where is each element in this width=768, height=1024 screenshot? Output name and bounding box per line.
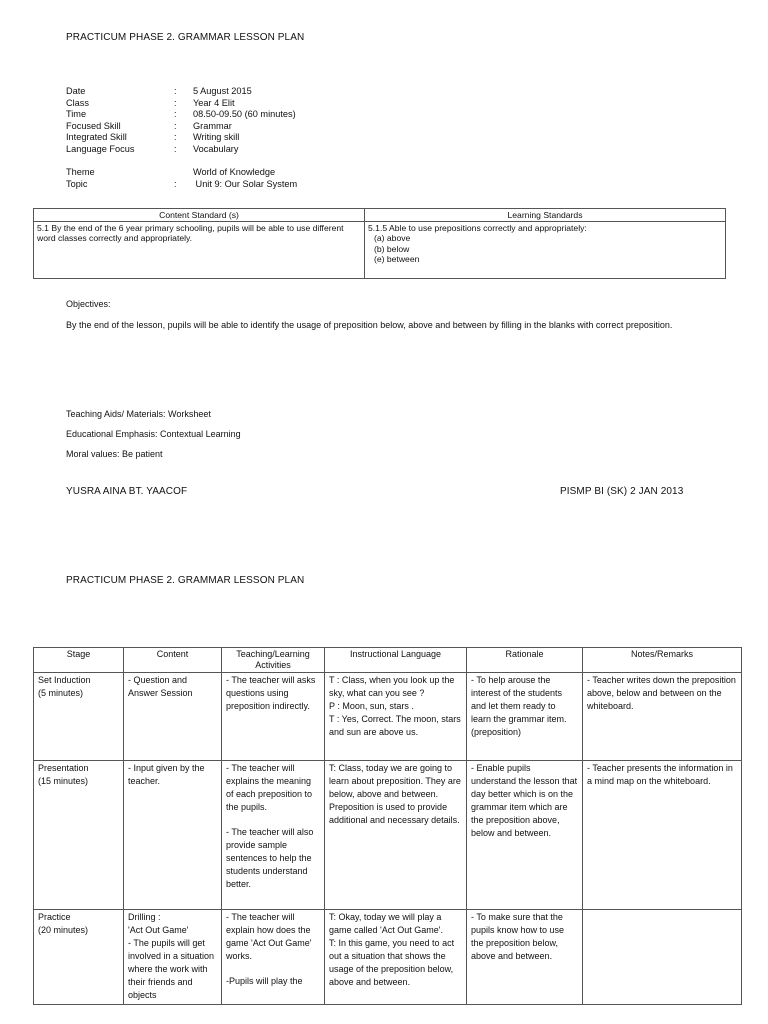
- paragraph-gap: [226, 963, 320, 975]
- notes-cell: [583, 910, 742, 1005]
- info-colon: :: [174, 97, 177, 108]
- content-standard-cell: [34, 222, 365, 279]
- content-standard-text: 5.1 By the end of the 6 year primary schooling, pupils will be able to use different word classes correctly and appropriately.: [37, 223, 344, 244]
- info-label: Language Focus: [66, 143, 135, 154]
- language-header: Instructional Language: [325, 648, 467, 673]
- info-row-language-focus: [66, 144, 297, 156]
- content-text: 'Act Out Game': [128, 925, 189, 936]
- activities-cell: [222, 910, 325, 1005]
- info-value: Writing skill: [193, 132, 240, 143]
- rationale-text: - To make sure that the pupils know how to use the preposition below, above and between.: [471, 912, 565, 962]
- info-value: Year 4 Elit: [193, 97, 235, 108]
- info-label: Class: [66, 97, 89, 108]
- info-label: Theme: [66, 167, 95, 178]
- learning-item: (e) between: [374, 254, 420, 265]
- info-row-time: [66, 109, 297, 121]
- content-text: - Input given by the teacher.: [128, 763, 205, 787]
- stage-name: Set Induction: [38, 675, 91, 686]
- info-row-focused-skill: [66, 121, 297, 133]
- info-colon: :: [174, 132, 177, 143]
- language-line: T: Okay, today we will play a game called 'Act Out Game'.: [329, 912, 443, 936]
- info-colon: :: [174, 143, 177, 154]
- stage-duration: (5 minutes): [38, 688, 84, 699]
- lesson-header-row: [34, 648, 742, 673]
- learning-standards-text: 5.1.5 Able to use prepositions correctly and appropriately:: [368, 223, 587, 233]
- teaching-aids: Teaching Aids/ Materials: Worksheet: [66, 409, 211, 419]
- info-row-theme: [66, 167, 297, 179]
- notes-cell: [583, 761, 742, 910]
- language-cell: [325, 910, 467, 1005]
- standards-header-row: [34, 209, 726, 222]
- page-title-2: PRACTICUM PHASE 2. GRAMMAR LESSON PLAN: [66, 575, 305, 586]
- info-value: 5 August 2015: [193, 86, 252, 96]
- info-value: Grammar: [193, 120, 232, 131]
- info-row-date: [66, 86, 297, 98]
- activity-text: - The teacher will explains the meaning of each preposition to the pupils.: [226, 763, 313, 813]
- lesson-info: [66, 86, 297, 190]
- info-colon: :: [174, 86, 177, 96]
- info-row-topic: [66, 179, 297, 191]
- language-line: T : Yes, Correct. The moon, stars and sun are above us.: [329, 714, 461, 738]
- table-row-set-induction: [34, 673, 742, 761]
- objectives-text: By the end of the lesson, pupils will be able to identify the usage of preposition below, above and between by filling in the blanks with correct preposition.: [66, 320, 673, 330]
- activity-text: - The teacher will asks questions using preposition indirectly.: [226, 675, 316, 712]
- info-row-class: [66, 98, 297, 110]
- info-colon: [174, 167, 193, 179]
- activity-text: - The teacher will explain how does the game 'Act Out Game' works.: [226, 912, 312, 962]
- info-colon: :: [174, 109, 177, 120]
- objectives-label: Objectives:: [66, 299, 111, 309]
- learning-standards-header: Learning Standards: [365, 209, 726, 222]
- rationale-text: - Enable pupils understand the lesson that day better which is on the grammar item which are the preposition above, below and between.: [471, 763, 578, 838]
- language-line: T : Class, when you look up the sky, what can you see ?: [329, 675, 455, 699]
- notes-text: - Teacher presents the information in a mind map on the whiteboard.: [587, 763, 733, 787]
- notes-cell: [583, 673, 742, 761]
- language-line: P : Moon, sun, stars .: [329, 701, 414, 712]
- language-line: T: In this game, you need to act out a situation that shows the usage of the preposition below, above and between.: [329, 938, 455, 987]
- info-label: Time: [66, 109, 87, 120]
- stage-duration: (15 minutes): [38, 776, 89, 787]
- program-name: PISMP BI (SK) 2 JAN 2013: [560, 486, 684, 497]
- paragraph-gap: [226, 814, 320, 826]
- stage-name: Practice: [38, 912, 71, 923]
- content-text: - The pupils will get involved in a situation where the work with their friends and objects: [128, 938, 215, 1000]
- lesson-steps-table: [33, 647, 742, 1005]
- info-colon: :: [174, 178, 177, 189]
- content-cell: [124, 673, 222, 761]
- rationale-cell: [467, 761, 583, 910]
- info-label: Focused Skill: [66, 120, 121, 131]
- activities-cell: [222, 761, 325, 910]
- rationale-text: - To help arouse the interest of the students and let them ready to learn the grammar item. (preposition): [471, 675, 567, 738]
- content-cell: [124, 910, 222, 1005]
- content-standard-header: Content Standard (s): [34, 209, 365, 222]
- author-name: YUSRA AINA BT. YAACOF: [66, 486, 188, 497]
- info-value: Unit 9: Our Solar System: [193, 178, 298, 189]
- rationale-cell: [467, 910, 583, 1005]
- notes-header: Notes/Remarks: [583, 648, 742, 673]
- info-label: Integrated Skill: [66, 132, 127, 143]
- standards-row: [34, 222, 726, 279]
- table-row-presentation: [34, 761, 742, 910]
- rationale-header: Rationale: [467, 648, 583, 673]
- info-label: Date: [66, 86, 86, 96]
- stage-cell: [34, 761, 124, 910]
- language-cell: [325, 673, 467, 761]
- rationale-cell: [467, 673, 583, 761]
- content-text: - Question and Answer Session: [128, 675, 193, 699]
- table-row-practice: [34, 910, 742, 1005]
- learning-item: (a) above: [374, 233, 411, 244]
- activity-text: - The teacher will also provide sample sentences to help the students understand better.: [226, 827, 314, 889]
- page-title: PRACTICUM PHASE 2. GRAMMAR LESSON PLAN: [66, 32, 305, 43]
- content-cell: [124, 761, 222, 910]
- learning-standards-cell: [365, 222, 726, 279]
- activities-header: Teaching/Learning Activities: [222, 648, 325, 673]
- content-text: Drilling :: [128, 912, 161, 923]
- info-value: Vocabulary: [193, 143, 239, 154]
- stage-cell: [34, 910, 124, 1005]
- activities-cell: [222, 673, 325, 761]
- stage-header: Stage: [34, 648, 124, 673]
- info-value: 08.50-09.50 (60 minutes): [193, 109, 296, 120]
- standards-table: [33, 208, 726, 279]
- stage-cell: [34, 673, 124, 761]
- language-cell: [325, 761, 467, 910]
- info-value: World of Knowledge: [193, 167, 276, 178]
- learning-item: (b) below: [374, 243, 410, 254]
- moral-values: Moral values: Be patient: [66, 449, 163, 459]
- content-header: Content: [124, 648, 222, 673]
- info-colon: :: [174, 120, 177, 131]
- stage-duration: (20 minutes): [38, 925, 89, 936]
- notes-text: - Teacher writes down the preposition above, below and between on the whiteboard.: [587, 675, 736, 712]
- info-label: Topic: [66, 178, 88, 189]
- educational-emphasis: Educational Emphasis: Contextual Learning: [66, 429, 241, 439]
- info-spacer: [66, 156, 297, 168]
- activity-text: -Pupils will play the: [226, 976, 303, 987]
- stage-name: Presentation: [38, 763, 89, 774]
- language-line: T: Class, today we are going to learn about preposition. They are below, above and between. Preposition is used to provide additional and necessary details.: [329, 763, 461, 826]
- info-row-integrated-skill: [66, 132, 297, 144]
